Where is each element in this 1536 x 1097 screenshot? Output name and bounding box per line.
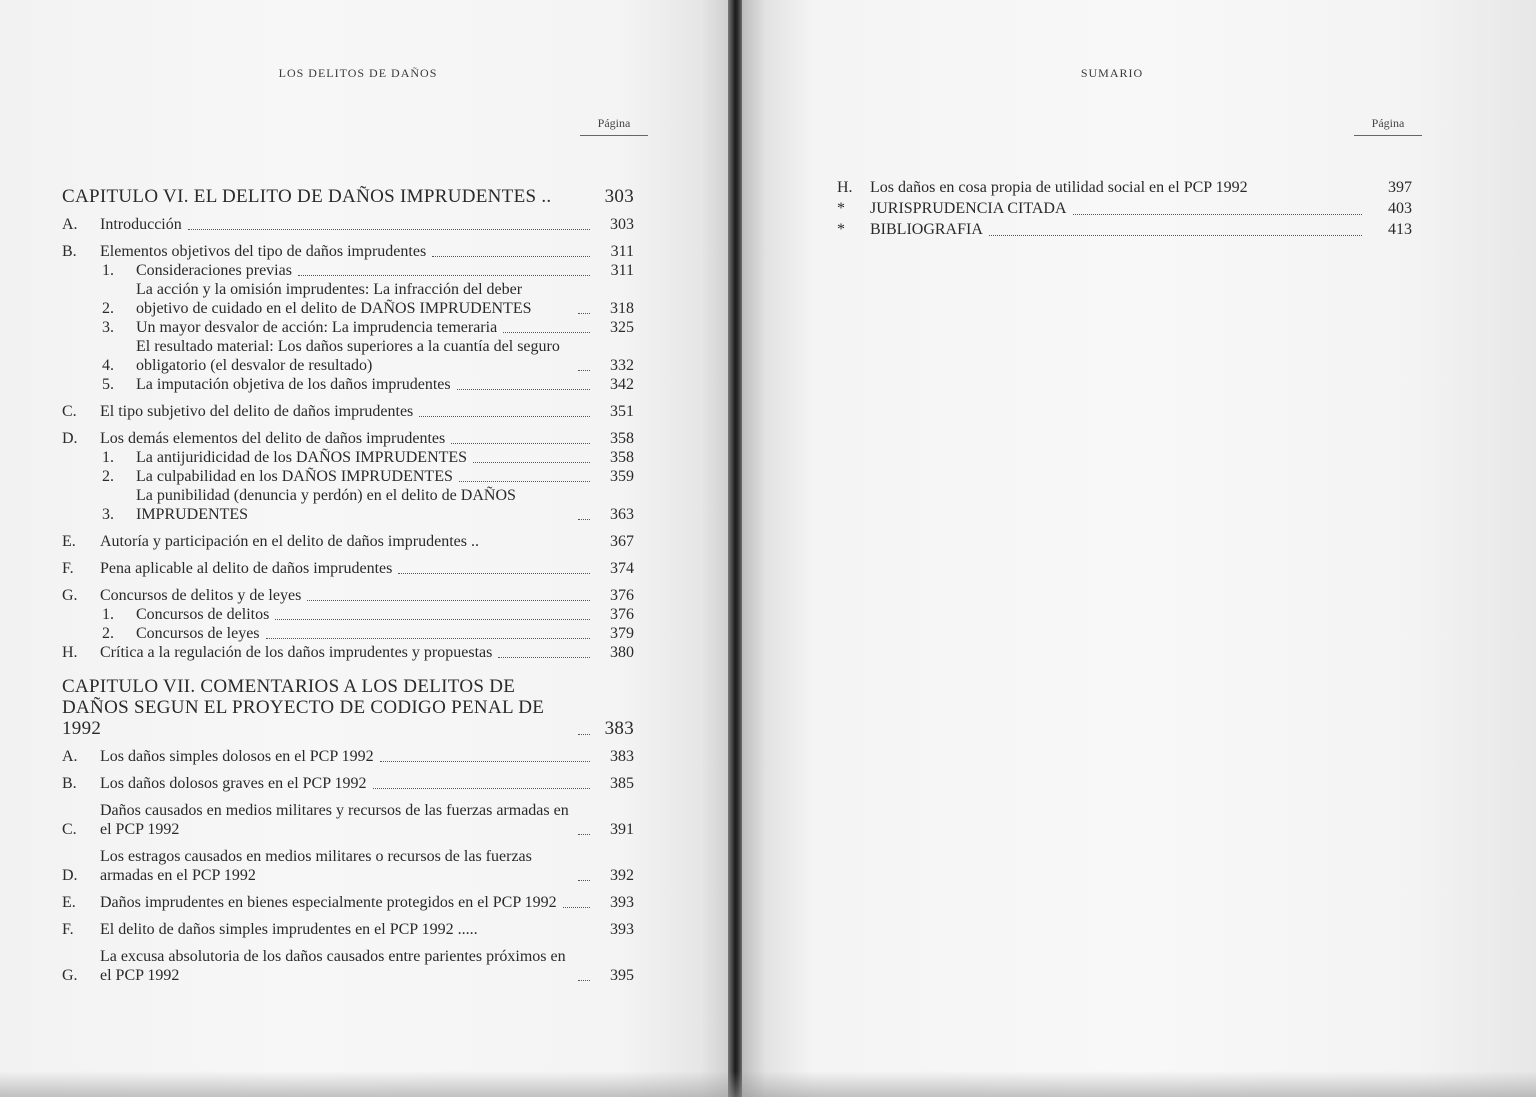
toc-entry xyxy=(62,893,634,912)
leader-dots xyxy=(578,733,590,735)
toc-marker: * xyxy=(837,200,845,217)
leader-dots xyxy=(380,760,590,762)
toc-marker: 4. xyxy=(102,357,114,374)
toc-subentry xyxy=(62,318,634,337)
toc-subentry xyxy=(62,337,634,375)
toc-marker: D. xyxy=(62,430,78,447)
toc-entry-text: La imputación objetiva de los daños imprudentes xyxy=(136,376,451,393)
toc-entry-text: Crítica a la regulación de los daños imprudentes y propuestas xyxy=(100,644,493,661)
toc-entry-text: El resultado material: Los daños superiores a la cuantía del seguro obligatorio (el desvalor de resultado) xyxy=(136,338,560,374)
toc-entry xyxy=(62,429,634,448)
toc-entry-text: La antijuridicidad de los DAÑOS IMPRUDENTES xyxy=(136,449,468,466)
toc-entry xyxy=(62,215,634,234)
toc-page-number: 303 xyxy=(604,186,634,207)
toc-marker: A. xyxy=(62,748,78,765)
toc-chapter xyxy=(62,186,634,207)
toc-marker: H. xyxy=(62,644,78,661)
toc-marker: F. xyxy=(62,921,74,938)
toc-marker: 5. xyxy=(102,376,114,393)
toc-entry-text: Concursos de delitos xyxy=(136,606,270,623)
left-page xyxy=(0,0,730,1097)
toc-entry-text: Daños imprudentes en bienes especialmente protegidos en el PCP 1992 xyxy=(100,894,557,911)
toc-entry-text: Concursos de delitos y de leyes xyxy=(100,587,302,604)
leader-dots xyxy=(1073,213,1362,215)
toc-page-number: 376 xyxy=(610,606,634,623)
leader-dots xyxy=(457,388,590,390)
toc-page-number: 311 xyxy=(610,262,634,279)
running-head-right: SUMARIO xyxy=(1080,66,1144,80)
leader-dots xyxy=(578,312,590,314)
toc-chapter xyxy=(62,676,634,739)
toc-entry-text: El tipo subjetivo del delito de daños imprudentes xyxy=(100,403,414,420)
toc-entry-text: La culpabilidad en los DAÑOS IMPRUDENTES xyxy=(136,468,453,485)
toc-marker: A. xyxy=(62,216,78,233)
toc-marker: G. xyxy=(62,587,78,604)
toc-page-number: 318 xyxy=(610,300,634,317)
toc-entry-text: JURISPRUDENCIA CITADA xyxy=(870,200,1067,217)
running-head-left: LOS DELITOS DE DAÑOS xyxy=(278,66,438,80)
toc-entry xyxy=(62,402,634,421)
leader-dots xyxy=(459,480,590,482)
toc-entry xyxy=(62,747,634,766)
leader-dots xyxy=(563,906,590,908)
leader-dots xyxy=(578,879,590,881)
toc-marker: E. xyxy=(62,894,76,911)
leader-dots xyxy=(578,518,590,520)
toc-entry-text: Pena aplicable al delito de daños imprudentes xyxy=(100,560,393,577)
toc-subentry xyxy=(62,261,634,280)
toc-entry-text: Daños causados en medios militares y recursos de las fuerzas armadas en el PCP 1992 xyxy=(100,802,569,838)
toc-marker: 1. xyxy=(102,449,114,466)
toc-entry xyxy=(62,242,634,261)
toc-entry-text: Elementos objetivos del tipo de daños imprudentes xyxy=(100,243,427,260)
leader-dots xyxy=(419,415,590,417)
toc-entry-text: Concursos de leyes xyxy=(136,625,260,642)
leader-dots xyxy=(451,442,590,444)
toc-marker: B. xyxy=(62,775,77,792)
toc-entry xyxy=(837,198,1412,219)
toc-marker: B. xyxy=(62,243,77,260)
table-of-contents-right xyxy=(837,177,1412,240)
leader-dots xyxy=(578,833,590,835)
toc-entry-text: Los demás elementos del delito de daños imprudentes xyxy=(100,430,446,447)
toc-page-number: 413 xyxy=(1388,221,1412,238)
toc-entry-text: CAPITULO VI. EL DELITO DE DAÑOS IMPRUDENTES .. xyxy=(62,186,552,207)
toc-entry xyxy=(62,532,634,551)
toc-entry xyxy=(62,947,634,985)
toc-marker: * xyxy=(837,221,845,238)
toc-page-number: 385 xyxy=(610,775,634,792)
leader-dots xyxy=(298,274,590,276)
toc-entry-text: Consideraciones previas xyxy=(136,262,292,279)
toc-marker: 2. xyxy=(102,625,114,642)
toc-subentry xyxy=(62,280,634,318)
toc-page-number: 363 xyxy=(610,506,634,523)
toc-page-number: 303 xyxy=(610,216,634,233)
toc-page-number: 392 xyxy=(610,867,634,884)
toc-page-number: 383 xyxy=(604,718,634,739)
page-column-label-left: Página xyxy=(580,116,648,136)
toc-entry xyxy=(62,586,634,605)
toc-marker: 1. xyxy=(102,606,114,623)
toc-entry-text: Los daños simples dolosos en el PCP 1992 xyxy=(100,748,374,765)
toc-page-number: 403 xyxy=(1388,200,1412,217)
toc-page-number: 358 xyxy=(610,449,634,466)
toc-subentry xyxy=(62,375,634,394)
toc-entry xyxy=(62,643,634,662)
toc-subentry xyxy=(62,486,634,524)
toc-page-number: 358 xyxy=(610,430,634,447)
leader-dots xyxy=(275,618,590,620)
leader-dots xyxy=(498,656,590,658)
toc-page-number: 393 xyxy=(610,921,634,938)
toc-entry-text: La punibilidad (denuncia y perdón) en el delito de DAÑOS IMPRUDENTES xyxy=(136,487,516,523)
leader-dots xyxy=(578,979,590,981)
toc-entry-text: Los estragos causados en medios militares o recursos de las fuerzas armadas en el PCP 1992 xyxy=(100,848,532,884)
toc-page-number: 351 xyxy=(610,403,634,420)
toc-marker: E. xyxy=(62,533,76,550)
leader-dots xyxy=(398,572,590,574)
toc-entry-text: BIBLIOGRAFIA xyxy=(870,221,983,238)
toc-page-number: 393 xyxy=(610,894,634,911)
toc-entry-text: La acción y la omisión imprudentes: La infracción del deber objetivo de cuidado en el delito de DAÑOS IMPRUDENTES xyxy=(136,281,532,317)
toc-entry xyxy=(62,559,634,578)
toc-entry xyxy=(837,219,1412,240)
toc-entry xyxy=(62,920,634,939)
toc-page-number: 376 xyxy=(610,587,634,604)
leader-dots xyxy=(432,255,590,257)
leader-dots xyxy=(503,331,590,333)
toc-marker: 3. xyxy=(102,319,114,336)
toc-marker: C. xyxy=(62,821,77,838)
toc-entry xyxy=(837,177,1412,198)
toc-marker: D. xyxy=(62,867,78,884)
toc-marker: F. xyxy=(62,560,74,577)
toc-page-number: 367 xyxy=(610,533,634,550)
toc-entry-text: El delito de daños simples imprudentes en el PCP 1992 ..... xyxy=(100,921,478,938)
toc-subentry xyxy=(62,467,634,486)
toc-marker: G. xyxy=(62,967,78,984)
toc-subentry xyxy=(62,624,634,643)
toc-page-number: 374 xyxy=(610,560,634,577)
toc-entry xyxy=(62,847,634,885)
toc-subentry xyxy=(62,605,634,624)
toc-marker: 2. xyxy=(102,468,114,485)
toc-entry-text: Los daños en cosa propia de utilidad social en el PCP 1992 xyxy=(870,179,1248,196)
toc-entry-text: Introducción xyxy=(100,216,182,233)
table-of-contents-left xyxy=(62,186,634,985)
toc-entry-text: Un mayor desvalor de acción: La imprudencia temeraria xyxy=(136,319,498,336)
toc-entry-text: Los daños dolosos graves en el PCP 1992 xyxy=(100,775,367,792)
leader-dots xyxy=(989,234,1362,236)
toc-entry-text: CAPITULO VII. COMENTARIOS A LOS DELITOS DE DAÑOS SEGUN EL PROYECTO DE CODIGO PENAL DE 1992 xyxy=(62,676,545,739)
leader-dots xyxy=(373,787,590,789)
toc-subentry xyxy=(62,448,634,467)
toc-page-number: 383 xyxy=(610,748,634,765)
toc-page-number: 379 xyxy=(610,625,634,642)
toc-page-number: 342 xyxy=(610,376,634,393)
leader-dots xyxy=(266,637,590,639)
toc-marker: C. xyxy=(62,403,77,420)
leader-dots xyxy=(188,228,590,230)
toc-page-number: 391 xyxy=(610,821,634,838)
leader-dots xyxy=(307,599,590,601)
leader-dots xyxy=(578,369,590,371)
toc-page-number: 332 xyxy=(610,357,634,374)
toc-marker: 1. xyxy=(102,262,114,279)
toc-entry-text: La excusa absolutoria de los daños causados entre parientes próximos en el PCP 1992 xyxy=(100,948,566,984)
toc-marker: H. xyxy=(837,179,853,196)
toc-page-number: 325 xyxy=(610,319,634,336)
toc-marker: 2. xyxy=(102,300,114,317)
leader-dots xyxy=(473,461,590,463)
right-page xyxy=(742,0,1536,1097)
toc-page-number: 380 xyxy=(610,644,634,661)
toc-page-number: 311 xyxy=(610,243,634,260)
toc-page-number: 395 xyxy=(610,967,634,984)
toc-entry-text: Autoría y participación en el delito de daños imprudentes .. xyxy=(100,533,479,550)
toc-page-number: 359 xyxy=(610,468,634,485)
page-column-label-right: Página xyxy=(1354,116,1422,136)
toc-marker: 3. xyxy=(102,506,114,523)
bottom-shadow xyxy=(0,1071,1536,1097)
toc-entry xyxy=(62,774,634,793)
toc-entry xyxy=(62,801,634,839)
toc-page-number: 397 xyxy=(1388,179,1412,196)
